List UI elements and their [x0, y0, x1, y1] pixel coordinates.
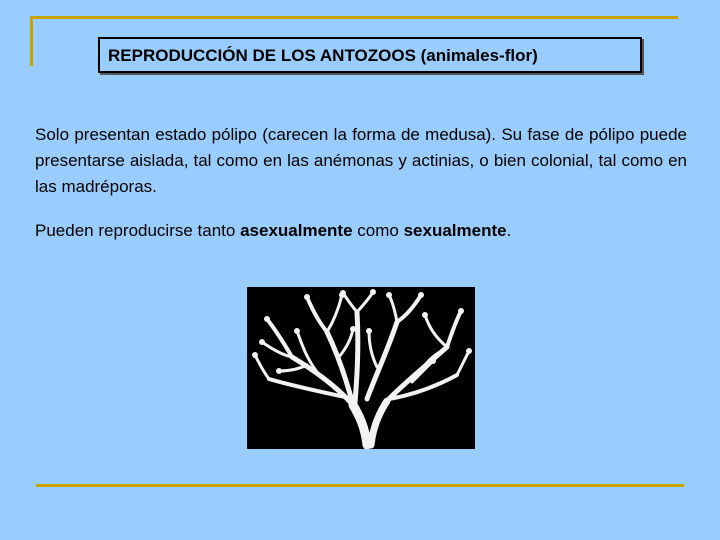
keyword-asexual: asexualmente: [240, 221, 353, 240]
title-box: [98, 37, 642, 73]
bottom-decorative-line: [36, 484, 684, 487]
para2-text-before: Pueden reproducirse tanto: [35, 221, 241, 240]
paragraph-reproduction: [35, 218, 687, 244]
left-decorative-line: [30, 16, 33, 66]
coral-illustration: [247, 287, 475, 449]
paragraph-polyp-description: Solo presentan estado pólipo (carecen la forma de medusa). Su fase de pólipo puede presentarse aislada, tal como en las anémonas y actinias, o bien colonial, tal como en las madréporas.: [35, 125, 687, 196]
para2-text-middle: como: [352, 221, 404, 240]
slide-title: REPRODUCCIÓN DE LOS ANTOZOOS (animales-flor): [108, 46, 538, 65]
top-decorative-line: [30, 16, 678, 19]
keyword-sexual: sexualmente: [403, 221, 507, 240]
para2-text-after: .: [506, 221, 512, 240]
coral-photo: [247, 287, 475, 449]
